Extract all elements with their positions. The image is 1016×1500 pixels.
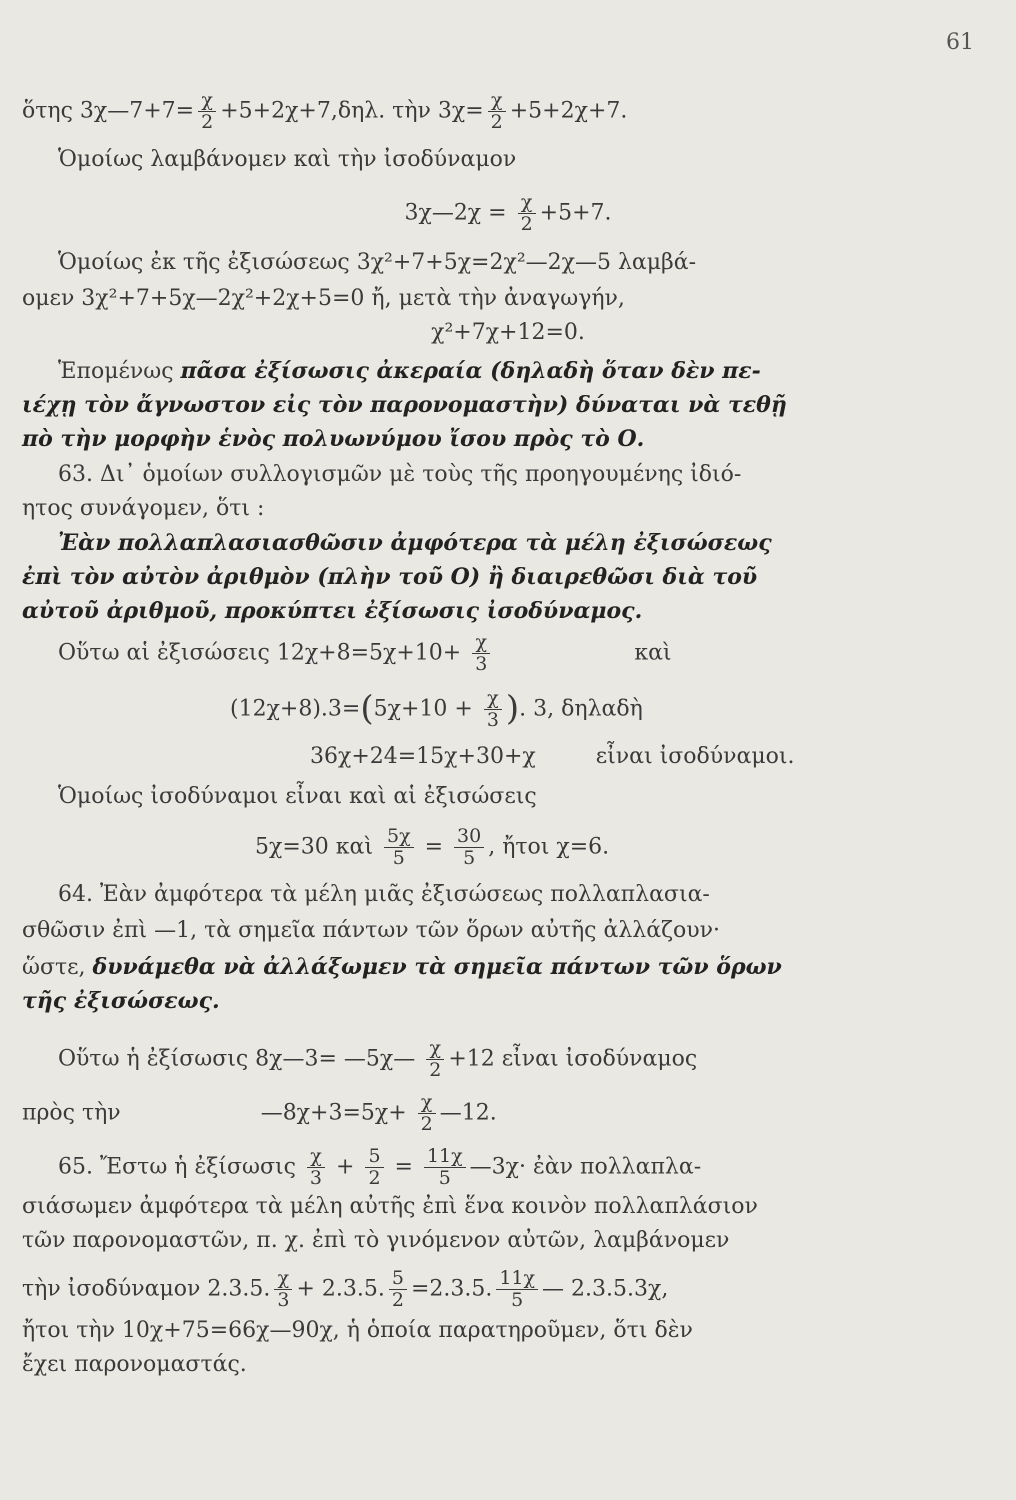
text-span: Ἑπομένως — [58, 359, 181, 384]
text-span: εἶναι ἰσοδύναμοι. — [595, 744, 795, 769]
equation-text: 5χ+10 + — [373, 696, 480, 722]
equals-sign: = — [387, 1154, 420, 1180]
equation-text: + 2.3.5. — [296, 1276, 385, 1302]
equation-text: 5χ=30 καὶ — [255, 834, 380, 860]
denominator: 5 — [424, 1167, 466, 1189]
theorem-line-14: αὐτοῦ ἀριθμοῦ, προκύπτει ἐξίσωσις ἰσοδύναμος. — [22, 598, 643, 624]
numerator: 30 — [457, 825, 482, 847]
fraction — [454, 826, 484, 869]
paren: ) — [505, 688, 520, 729]
text-line-4: Ὁμοίως ἐκ τῆς ἐξισώσεως 3χ²+7+5χ=2χ²—2χ—5 λαμβά- — [58, 250, 697, 275]
denominator: 2 — [418, 1113, 436, 1135]
fraction — [488, 90, 506, 133]
text-line-21: σθῶσιν ἐπὶ —1, τὰ σημεῖα πάντων τῶν ὅρων αὐτῆς ἀλλάζουν· — [22, 918, 721, 943]
equation-text: +5+2χ+7. — [509, 98, 628, 124]
numerator: 11χ — [499, 1267, 536, 1289]
equation-line-3 — [0, 192, 1016, 235]
text-line-5: ομεν 3χ²+7+5χ—2χ²+2χ+5=0 ἤ, μετὰ τὴν ἀναγωγήν, — [22, 286, 625, 311]
text-line-31: ἔχει παρονομαστάς. — [22, 1352, 247, 1377]
equation-text: =2.3.5. — [410, 1276, 493, 1302]
text-line-29 — [22, 1268, 982, 1311]
numerator: χ — [420, 1091, 433, 1113]
denominator: 3 — [484, 709, 502, 731]
equation-text: —12. — [439, 1100, 497, 1126]
equation-text: . 3, δηλαδὴ — [519, 696, 643, 722]
numerator: χ — [429, 1037, 442, 1059]
numerator: χ — [490, 89, 503, 111]
fraction — [274, 1268, 292, 1311]
plus-sign: + — [329, 1154, 362, 1180]
text-line-1 — [22, 90, 982, 133]
denominator: 3 — [307, 1167, 325, 1189]
denominator: 2 — [426, 1059, 444, 1081]
fraction — [518, 192, 536, 235]
equation-text: +5+7. — [539, 200, 612, 226]
equation-text: +12 εἶναι ἰσοδύναμος — [448, 1046, 698, 1072]
text-line-10: 63. Δι᾽ ὁμοίων συλλογισμῶν μὲ τοὺς τῆς προηγουμένης ἰδιό- — [58, 462, 742, 487]
equation-text: —3χ· ἐὰν πολλαπλα- — [469, 1154, 702, 1180]
text-line-18: Ὁμοίως ἰσοδύναμοι εἶναι καὶ αἱ ἐξισώσεις — [58, 784, 537, 809]
numerator: χ — [201, 89, 213, 111]
fraction — [365, 1146, 383, 1189]
numerator: χ — [487, 687, 499, 709]
text-span: καὶ — [634, 640, 672, 666]
text-line-23: τῆς ἐξισώσεως. — [22, 988, 220, 1014]
equals-sign: = — [417, 834, 451, 860]
equation-line-17 — [310, 742, 1000, 772]
text-line-26 — [58, 1146, 1016, 1189]
numerator: 11χ — [426, 1145, 463, 1167]
denominator: 2 — [488, 111, 506, 133]
numerator: 5 — [391, 1267, 404, 1289]
numerator: χ — [520, 191, 533, 213]
text-span: ὥστε, — [22, 955, 93, 980]
equation-text: ὅτης 3χ—7+7= — [22, 98, 195, 124]
fraction — [307, 1146, 325, 1189]
equation-line-16 — [230, 688, 990, 731]
denominator: 5 — [454, 847, 484, 869]
equation-text: , ἤτοι χ=6. — [488, 834, 610, 860]
text-line-27: σιάσωμεν ἀμφότερα τὰ μέλη αὐτῆς ἐπὶ ἕνα κοινὸν πολλαπλάσιον — [22, 1194, 758, 1219]
text-line-25 — [22, 1092, 982, 1135]
denominator: 3 — [274, 1289, 292, 1311]
fraction — [496, 1268, 538, 1311]
text-line-22 — [22, 952, 982, 983]
theorem-text: δυνάμεθα νὰ ἀλλάξωμεν τὰ σημεῖα πάντων τῶν ὅρων — [92, 954, 782, 980]
fraction — [484, 688, 502, 731]
denominator: 5 — [496, 1289, 538, 1311]
numerator: χ — [277, 1267, 290, 1289]
fraction — [418, 1092, 436, 1135]
denominator: 2 — [518, 213, 536, 235]
equation-text: 36χ+24=15χ+30+χ — [310, 744, 536, 769]
equation-text: —8χ+3=5χ+ — [260, 1100, 414, 1126]
numerator: χ — [310, 1145, 322, 1167]
text-line-7 — [58, 356, 1016, 387]
equation-text: (12χ+8).3= — [230, 696, 361, 722]
fraction — [384, 826, 414, 869]
denominator: 2 — [389, 1289, 407, 1311]
equation-text: 65. Ἔστω ἡ ἐξίσωσις — [58, 1154, 303, 1180]
denominator: 2 — [365, 1167, 383, 1189]
numerator: 5χ — [386, 825, 411, 847]
denominator: 3 — [472, 653, 490, 675]
fraction — [389, 1268, 407, 1311]
fraction — [424, 1146, 466, 1189]
text-line-8: ιέχῃ τὸν ἄγνωστον εἰς τὸν παρονομαστὴν) δύναται νὰ τεθῇ — [22, 392, 787, 418]
text-line-24 — [58, 1038, 1016, 1081]
page-number: 61 — [946, 30, 974, 55]
equation-text: 3χ—2χ = — [404, 200, 514, 226]
text-line-20: 64. Ἐὰν ἀμφότερα τὰ μέλη μιᾶς ἐξισώσεως πολλαπλασια- — [58, 882, 710, 907]
theorem-line-13: ἐπὶ τὸν αὐτὸν ἀριθμὸν (πλὴν τοῦ Ο) ἢ διαιρεθῶσι διὰ τοῦ — [22, 564, 758, 590]
fraction — [198, 90, 216, 133]
numerator: χ — [475, 631, 488, 653]
theorem-line-12: Ἐὰν πολλαπλασιασθῶσιν ἀμφότερα τὰ μέλη ἐξισώσεως — [58, 530, 772, 556]
numerator: 5 — [368, 1145, 381, 1167]
paren: ( — [360, 688, 374, 729]
text-line-11: ητος συνάγομεν, ὅτι : — [22, 496, 265, 521]
text-line-15 — [58, 632, 1016, 675]
equation-line-6: χ²+7χ+12=0. — [431, 320, 585, 345]
denominator: 2 — [198, 111, 216, 133]
text-line-9: πὸ τὴν μορφὴν ἑνὸς πολυωνύμου ἴσου πρὸς τὸ Ο. — [22, 426, 645, 452]
fraction — [472, 632, 490, 675]
equation-text: +5+2χ+7,δηλ. τὴν 3χ= — [220, 98, 484, 124]
equation-line-19 — [255, 826, 995, 869]
equation-text: Οὕτω αἱ ἐξισώσεις 12χ+8=5χ+10+ — [58, 640, 469, 666]
text-line-2: Ὁμοίως λαμβάνομεν καὶ τὴν ἰσοδύναμον — [58, 147, 517, 172]
equation-text: — 2.3.5.3χ, — [542, 1276, 669, 1302]
text-line-30: ἤτοι τὴν 10χ+75=66χ—90χ, ἡ ὁποία παρατηροῦμεν, ὅτι δὲν — [22, 1318, 693, 1343]
theorem-text: πᾶσα ἐξίσωσις ἀκεραία (δηλαδὴ ὅταν δὲν πε- — [180, 358, 761, 384]
text-line-28: τῶν παρονομαστῶν, π. χ. ἐπὶ τὸ γινόμενον αὐτῶν, λαμβάνομεν — [22, 1228, 730, 1253]
equation-text: τὴν ἰσοδύναμον 2.3.5. — [22, 1276, 271, 1302]
fraction — [426, 1038, 444, 1081]
equation-text: Οὕτω ἡ ἐξίσωσις 8χ—3= —5χ— — [58, 1046, 423, 1072]
denominator: 5 — [384, 847, 414, 869]
text-span: πρὸς τὴν — [22, 1100, 121, 1126]
